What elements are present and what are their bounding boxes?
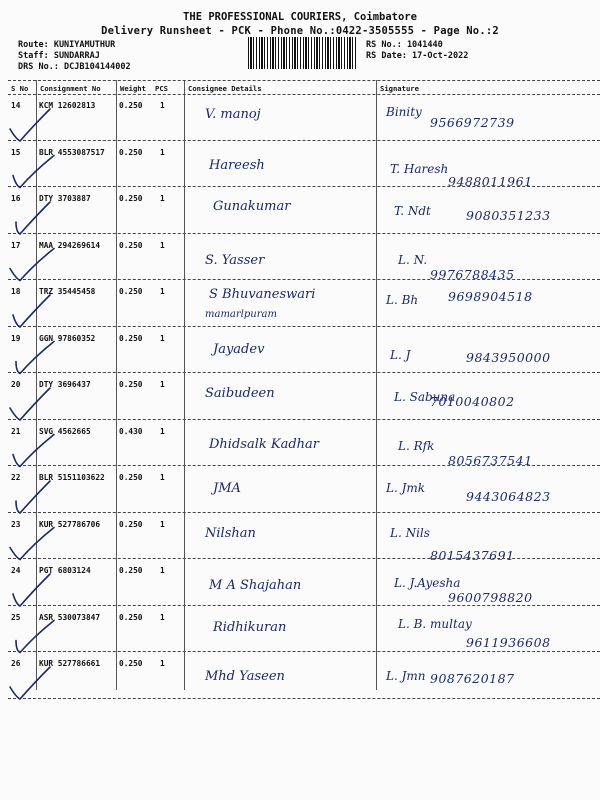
checkmark-icon — [10, 388, 50, 420]
pcs-value: 1 — [160, 426, 165, 436]
recipient-signature: L. B. multay — [398, 616, 472, 631]
pcs-value: 1 — [160, 333, 165, 343]
recipient-phone: 9080351233 — [466, 208, 551, 223]
recipient-phone: 9698904518 — [448, 289, 533, 304]
consignment-number: KUR 527786706 — [39, 519, 101, 529]
recipient-signature: T. Ndt — [394, 204, 431, 218]
column-header-consignment: Consignment No — [40, 84, 101, 93]
recipient-signature: L. N. — [398, 252, 428, 267]
route-label: Route: KUNIYAMUTHUR — [18, 40, 116, 50]
row-serial-number: 26 — [11, 659, 21, 668]
weight-value: 0.250 — [119, 566, 143, 575]
pcs-value: 1 — [160, 380, 165, 389]
checkmark-icon — [13, 574, 50, 606]
checkmark-icon — [13, 156, 54, 188]
checkmark-icon — [10, 109, 50, 141]
column-header-pcs: PCS — [155, 84, 168, 93]
checkmark-icon — [13, 435, 54, 467]
recipient-signature: T. Haresh — [390, 161, 449, 176]
recipient-phone: 9488011961 — [448, 173, 533, 189]
recipient-signature: L. Jmn — [386, 669, 426, 683]
column-header-consignee: Consignee Details — [188, 84, 262, 93]
consignee-name: Nilshan — [205, 525, 256, 541]
row-serial-number: 22 — [11, 473, 21, 482]
pcs-value: 1 — [160, 287, 165, 296]
row-serial-number: 25 — [11, 612, 21, 622]
checkmark-icon — [13, 295, 50, 327]
recipient-phone: 7010040802 — [430, 394, 515, 409]
consignee-name: V. manoj — [205, 107, 261, 122]
row-serial-number: 24 — [11, 566, 21, 575]
pcs-value: 1 — [160, 519, 165, 529]
weight-value: 0.250 — [119, 194, 143, 203]
consignment-number: MAA 294269614 — [39, 240, 101, 250]
recipient-phone: 9843950000 — [466, 349, 551, 365]
weight-value: 0.250 — [119, 473, 143, 482]
column-header-sno: S No — [11, 84, 29, 93]
consignee-name: Mhd Yaseen — [205, 669, 285, 684]
rs-number: RS No.: 1041440 — [366, 40, 443, 50]
recipient-signature: Binity — [386, 105, 422, 119]
pcs-value: 1 — [160, 566, 165, 575]
weight-value: 0.250 — [119, 240, 143, 250]
row-serial-number: 14 — [11, 101, 21, 110]
weight-value: 0.250 — [119, 287, 143, 296]
consignee-name: M A Shajahan — [209, 578, 302, 593]
recipient-phone: 8056737541 — [448, 452, 533, 468]
weight-value: 0.250 — [119, 519, 143, 529]
rs-date: RS Date: 17-Oct-2022 — [366, 51, 469, 61]
weight-value: 0.250 — [119, 101, 143, 110]
checkmark-icon — [16, 481, 50, 513]
pcs-value: 1 — [160, 147, 165, 157]
consignee-name: Dhidsalk Kadhar — [209, 436, 319, 452]
document-title: THE PROFESSIONAL COURIERS, Coimbatore — [183, 11, 417, 23]
consignee-name: S. Yasser — [205, 252, 265, 268]
consignment-number: ASR 530073847 — [39, 612, 101, 622]
consignment-number: TRZ 35445458 — [39, 287, 96, 296]
pcs-value: 1 — [160, 240, 165, 250]
checkmark-icon — [16, 621, 54, 653]
recipient-phone: 9087620187 — [430, 671, 515, 686]
staff-label: Staff: SUNDARRAJ — [18, 51, 100, 61]
row-serial-number: 16 — [11, 194, 21, 203]
recipient-signature: L. Bh — [386, 293, 419, 307]
consignee-name: Saibudeen — [205, 386, 275, 401]
consignee-name: S Bhuvaneswari — [209, 287, 316, 302]
recipient-signature: L. Jmk — [386, 481, 426, 495]
column-header-weight: Weight — [120, 84, 146, 93]
recipient-phone: 8015437691 — [430, 547, 515, 563]
consignment-number: GGN 97860352 — [39, 333, 96, 343]
consignee-name: Ridhikuran — [213, 619, 287, 635]
pcs-value: 1 — [160, 659, 165, 668]
consignee-name: Jayadev — [213, 341, 265, 357]
document-subtitle: Delivery Runsheet - PCK - Phone No.:0422-3505555 - Page No.:2 — [101, 25, 499, 37]
consignment-number: BLR 4553087517 — [39, 147, 105, 157]
consignment-number: KUR 527786661 — [39, 659, 101, 668]
pcs-value: 1 — [160, 473, 165, 482]
row-serial-number: 17 — [11, 240, 21, 250]
checkmark-icon — [10, 528, 54, 560]
row-serial-number: 23 — [11, 519, 21, 529]
recipient-signature: L. Rfk — [398, 438, 435, 453]
recipient-signature: L. J.Ayesha — [394, 576, 461, 590]
row-serial-number: 19 — [11, 333, 21, 343]
consignee-name: Gunakumar — [213, 199, 291, 214]
pcs-value: 1 — [160, 101, 165, 110]
recipient-phone: 9976788435 — [430, 266, 515, 282]
weight-value: 0.250 — [119, 147, 143, 157]
recipient-phone: 9566972739 — [430, 115, 515, 130]
recipient-phone: 9600798820 — [448, 590, 533, 605]
row-serial-number: 18 — [11, 287, 21, 296]
consignee-name: Hareesh — [209, 157, 265, 173]
pcs-value: 1 — [160, 194, 165, 203]
row-serial-number: 15 — [11, 147, 21, 157]
consignment-number: DTY 3703887 — [39, 194, 91, 203]
checkmark-icon — [16, 202, 50, 234]
recipient-signature: L. Nils — [390, 525, 430, 540]
recipient-phone: 9611936608 — [466, 634, 551, 650]
checkmark-icon — [10, 667, 50, 699]
drs-number: DRS No.: DCJB104144002 — [18, 62, 131, 72]
consignment-number: SVG 4562665 — [39, 426, 91, 436]
consignment-number: PGT 6803124 — [39, 566, 91, 575]
consignment-number: DTY 3696437 — [39, 380, 91, 389]
column-header-signature: Signature — [380, 84, 419, 93]
row-serial-number: 21 — [11, 426, 21, 436]
pcs-value: 1 — [160, 612, 165, 622]
checkmark-icon — [10, 249, 54, 281]
recipient-signature: L. Sabuna — [394, 390, 456, 404]
recipient-phone: 9443064823 — [466, 489, 551, 504]
consignment-number: KCM 12602813 — [39, 101, 96, 110]
consignee-address: mamarlpuram — [205, 309, 277, 320]
consignee-name: JMA — [213, 481, 241, 496]
weight-value: 0.430 — [119, 426, 143, 436]
weight-value: 0.250 — [119, 380, 143, 389]
weight-value: 0.250 — [119, 612, 143, 622]
weight-value: 0.250 — [119, 333, 143, 343]
row-serial-number: 20 — [11, 380, 21, 389]
weight-value: 0.250 — [119, 659, 143, 668]
checkmark-icon — [16, 342, 54, 374]
recipient-signature: L. J — [390, 347, 411, 362]
consignment-number: BLR 5151103622 — [39, 473, 105, 482]
